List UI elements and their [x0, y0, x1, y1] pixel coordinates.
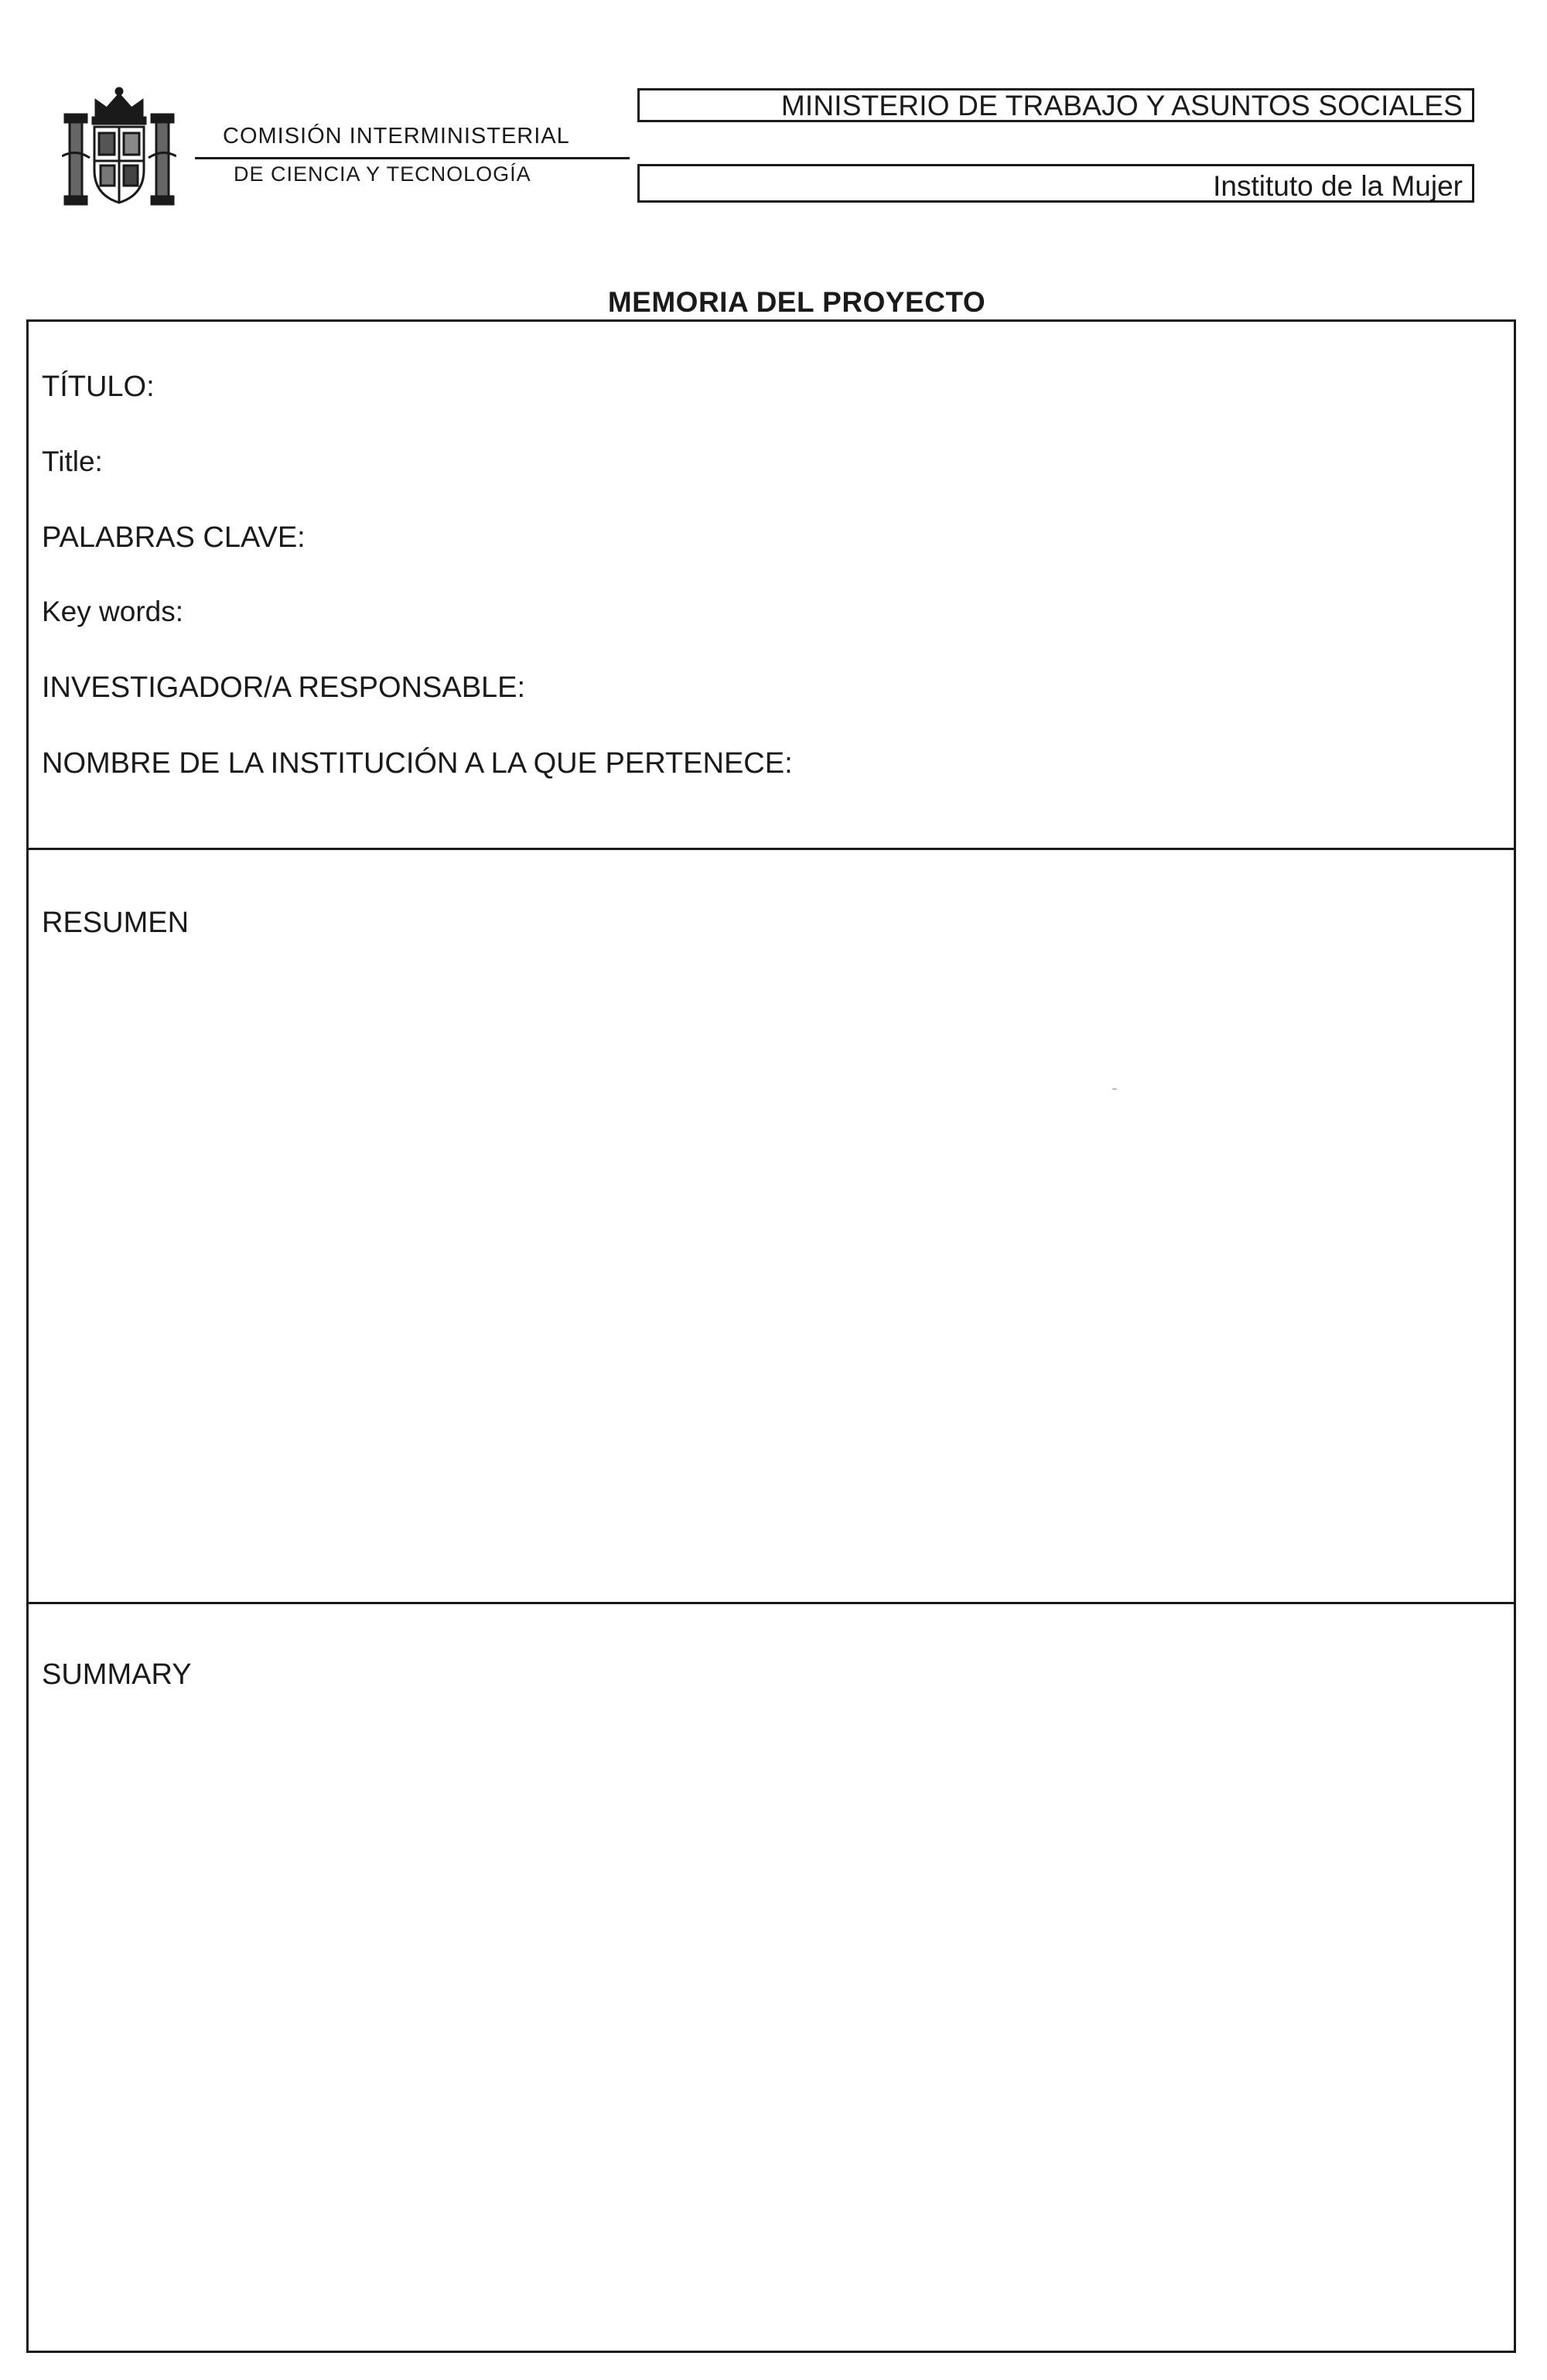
scan-speck	[1112, 1088, 1117, 1090]
summary-heading: SUMMARY	[42, 1658, 192, 1691]
resumen-heading: RESUMEN	[42, 907, 190, 939]
commission-block	[195, 125, 630, 185]
commission-name-line1: COMISIÓN INTERMINISTERIAL	[223, 124, 570, 149]
palabras-clave-label: PALABRAS CLAVE:	[42, 521, 306, 554]
resumen-section	[29, 848, 1514, 1602]
titulo-label: TÍTULO:	[42, 370, 155, 403]
project-form	[26, 319, 1516, 2353]
investigador-label: INVESTIGADOR/A RESPONSABLE:	[42, 671, 526, 704]
commission-divider	[195, 157, 630, 159]
document-title: MEMORIA DEL PROYECTO	[607, 286, 986, 318]
commission-name-line2: DE CIENCIA Y TECNOLOGÍA	[234, 162, 531, 186]
summary-section	[29, 1602, 1514, 2351]
ministry-label: MINISTERIO DE TRABAJO Y ASUNTOS SOCIALES	[637, 88, 1474, 122]
key-words-label: Key words:	[42, 596, 184, 627]
coat-of-arms-icon	[62, 87, 176, 210]
title-en-label: Title:	[42, 446, 103, 477]
institute-label: Instituto de la Mujer	[637, 164, 1474, 203]
project-info-section	[29, 322, 1514, 848]
institucion-label: NOMBRE DE LA INSTITUCIÓN A LA QUE PERTENECE:	[42, 747, 793, 780]
